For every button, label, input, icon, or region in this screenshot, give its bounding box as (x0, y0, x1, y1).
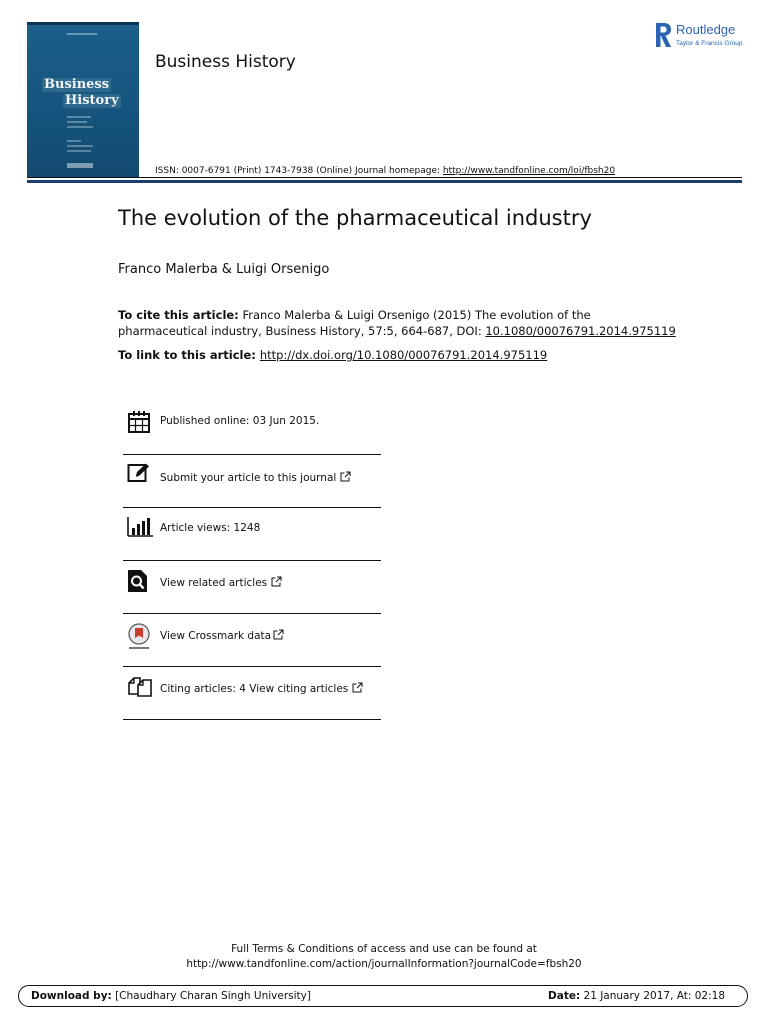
external-link-icon (352, 682, 363, 696)
terms-line1: Full Terms & Conditions of access and use can be found at (231, 943, 537, 955)
external-link-icon (273, 629, 284, 643)
metric-views-text: Article views: 1248 (160, 522, 261, 534)
routledge-logo (654, 21, 743, 53)
terms-url[interactable]: http://www.tandfonline.com/action/journalInformation?journalCode=fbsh20 (186, 958, 582, 970)
submit-article-label[interactable]: Submit your article to this journal (160, 472, 337, 484)
cover-text-line (67, 121, 87, 123)
publisher-name: Routledge (676, 22, 736, 37)
metric-related-text[interactable] (160, 576, 282, 590)
download-date-value: 21 January 2017, At: 02:18 (580, 990, 725, 1002)
cover-title-line1: Business (44, 77, 110, 92)
citation-doi-link[interactable]: 10.1080/00076791.2014.975119 (485, 324, 676, 338)
routledge-r-icon (654, 21, 674, 49)
metric-submit-text[interactable] (160, 471, 351, 485)
search-document-icon (127, 569, 149, 597)
citing-articles-icon (127, 675, 153, 701)
citation-label: To cite this article: (118, 308, 239, 322)
metric-divider (123, 454, 381, 455)
terms-notice (0, 942, 768, 972)
article-link-row (118, 348, 547, 362)
article-link-label: To link to this article: (118, 348, 260, 362)
cover-text-line (67, 140, 81, 142)
metric-divider (123, 613, 381, 614)
cover-text-line (67, 116, 91, 118)
download-by-label: Download by: (31, 990, 112, 1002)
download-date (548, 990, 725, 1002)
cover-top-text-line (67, 33, 97, 35)
cover-top-strip (27, 22, 139, 25)
article-doi-link[interactable]: http://dx.doi.org/10.1080/00076791.2014.975119 (259, 348, 548, 362)
metric-published-text: Published online: 03 Jun 2015. (160, 415, 320, 427)
related-articles-label[interactable]: View related articles (160, 577, 268, 589)
header-divider-thick (27, 180, 742, 183)
issn-text: ISSN: 0007-6791 (Print) 1743-7938 (Online) Journal homepage: (155, 166, 443, 176)
crossmark-icon (126, 623, 152, 655)
bar-chart-icon (127, 517, 153, 541)
download-info-bar (18, 985, 748, 1007)
citation-block (118, 307, 678, 339)
metric-divider (123, 666, 381, 667)
external-link-icon (340, 471, 351, 485)
download-by-value: [Chaudhary Charan Singh University] (111, 990, 311, 1002)
issn-line (155, 166, 615, 176)
journal-homepage-link[interactable]: http://www.tandfonline.com/loi/fbsh20 (442, 166, 616, 176)
journal-name: Business History (155, 52, 296, 72)
cover-text-line (67, 145, 93, 147)
metric-citing-text[interactable] (160, 682, 363, 696)
external-link-icon (271, 576, 282, 590)
header-divider-thin (27, 177, 742, 178)
citation-text: Franco Malerba & Luigi Orsenigo (2015) The evolution of the pharmaceutical industry, Business History, 57:5, 664-687, DOI: (118, 308, 591, 338)
metric-divider (123, 507, 381, 508)
metric-divider (123, 719, 381, 720)
citing-articles-label[interactable]: Citing articles: 4 View citing articles (160, 683, 349, 695)
metric-crossmark-text[interactable] (160, 629, 284, 643)
article-authors: Franco Malerba & Luigi Orsenigo (118, 262, 330, 277)
cover-text-line (67, 126, 93, 128)
publisher-subtitle: Taylor & Francis Group (676, 40, 743, 47)
metric-divider (123, 560, 381, 561)
journal-cover-image (27, 22, 139, 177)
download-by (31, 990, 311, 1002)
edit-icon (127, 462, 151, 488)
cover-text-line (67, 150, 91, 152)
calendar-icon (127, 410, 151, 438)
cover-title-line2: History (65, 93, 119, 108)
article-title: The evolution of the pharmaceutical industry (118, 206, 592, 230)
crossmark-label[interactable]: View Crossmark data (160, 630, 272, 642)
download-date-label: Date: (548, 990, 581, 1002)
cover-publisher-logo (67, 163, 93, 168)
